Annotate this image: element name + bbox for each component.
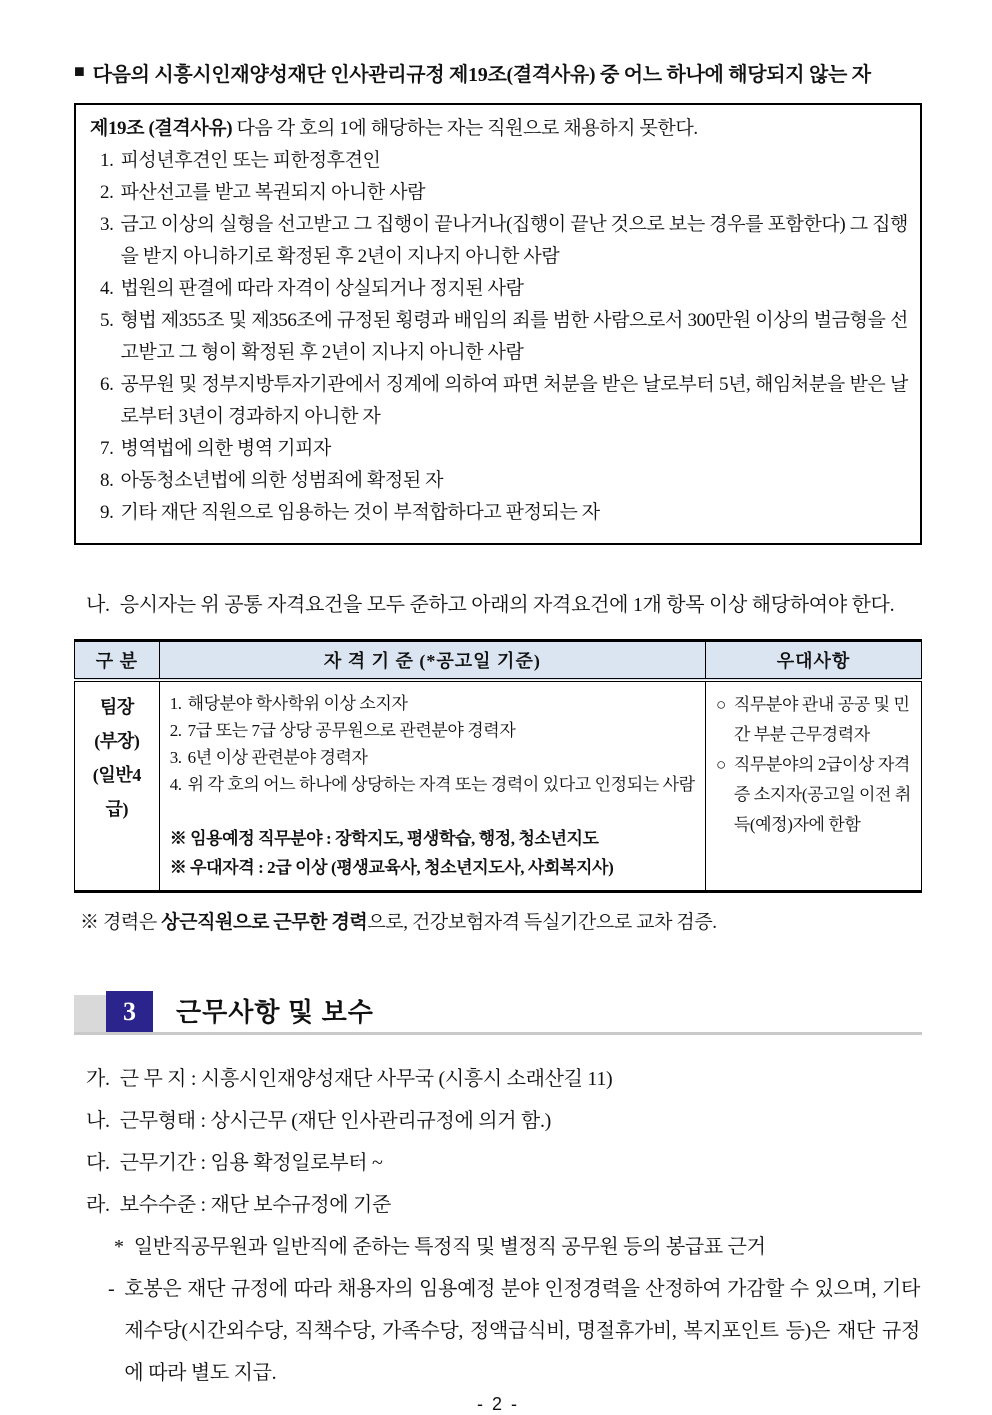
preference-item: ○ 직무분야 관내 공공 및 민간 부분 근무경력자 [716, 690, 911, 750]
header-underline [74, 1032, 922, 1035]
article-item: 1. 피성년후견인 또는 피한정후견인 [100, 150, 381, 171]
article-item: 6. 공무원 및 정부지방투자기관에서 징계에 의하여 파면 처분을 받은 날로부터 5년, 해임처분을 받은 날로부터 3년이 경과하지 아니한 자 [100, 374, 908, 427]
page-number: - 2 - [476, 1394, 519, 1414]
article-item: 4. 법원의 판결에 따라 자격이 상실되거나 정지된 사람 [100, 278, 524, 299]
article-item: 8. 아동청소년법에 의한 성범죄에 확정된 자 [100, 470, 444, 491]
headline-text: 다음의 시흥시인재양성재단 인사관리규정 제19조(결격사유) 중 어느 하나에 해당되지 않는 자 [92, 64, 871, 86]
work-item: 나. 근무형태 : 상시근무 (재단 인사관리규정에 의거 함.) [86, 1110, 552, 1132]
square-bullet-icon: ■ [74, 61, 85, 81]
gray-band [74, 995, 106, 1032]
section-3-header [74, 986, 922, 1036]
common-requirement-headline [74, 58, 922, 87]
work-conditions-list [74, 1058, 922, 1394]
section-title: 근무사항 및 보수 [176, 998, 374, 1027]
spacer [170, 798, 695, 824]
clause-label: 나. [86, 594, 110, 616]
clause-na [74, 583, 922, 627]
section-number-badge: 3 [106, 991, 153, 1032]
work-item: 가. 근 무 지 : 시흥시인재양성재단 사무국 (시흥시 소래산길 11) [86, 1068, 613, 1090]
work-item: 라. 보수수준 : 재단 보수규정에 기준 [86, 1194, 392, 1216]
table-row [75, 680, 922, 892]
clause-text: 응시자는 위 공통 자격요건을 모두 준하고 아래의 자격요건에 1개 항목 이상 해당하여야 한다. [119, 594, 895, 616]
preference-item: ○ 직무분야의 2급이상 자격증 소지자(공고일 이전 취득(예정)자에 한함 [716, 750, 911, 840]
qualification-table [74, 639, 922, 893]
article-title-rest: 다음 각 호의 1에 해당하는 자는 직원으로 채용하지 못한다. [236, 118, 698, 139]
header-criteria: 자 격 기 준 (*공고일 기준) [159, 641, 705, 681]
article-title [86, 113, 908, 145]
work-item: 다. 근무기간 : 임용 확정일로부터 ~ [86, 1152, 383, 1174]
article-item: 9. 기타 재단 직원으로 임용하는 것이 부적합하다고 판정되는 자 [100, 502, 600, 523]
preferred-license-note: ※ 우대자격 : 2급 이상 (평생교육사, 청소년지도사, 사회복지사) [169, 858, 614, 877]
salary-table-note: * 일반직공무원과 일반직에 준하는 특정직 및 별정직 공무원 등의 봉급표 근거 [114, 1236, 766, 1258]
header-category: 구 분 [75, 641, 160, 681]
salary-step-note: - 호봉은 재단 규정에 따라 채용자의 임용예정 분야 인정경력을 산정하여 가감할 수 있으며, 기타 제수당(시간외수당, 직책수당, 가족수당, 정액급식비, 명절휴가비, 복지포인트 등)은 재단 규정에 따라 별도 지급. [108, 1278, 920, 1384]
career-verification-note: ※ 경력은 상근직원으로 근무한 경력으로, 건강보험자격 득실기간으로 교차 검증. [80, 912, 717, 933]
criteria-cell: 1. 해당분야 학사학위 이상 소지자 2. 7급 또는 7급 상당 공무원으로 관련분야 경력자 3. 6년 이상 관련분야 경력자 4. 위 각 호의 어느 하나에 상당하는 자격 또는 경력이 있다고 인정되는 사람 ※ 임용예정 직무분야 : 장학지도, 평생학습, 행정, 청소년지도 ※ 우대자격 : 2급 이상 (평생교육사, 청소년지도사, 사회복지사) [159, 680, 705, 892]
article-item: 2. 파산선고를 받고 복권되지 아니한 사람 [100, 182, 426, 203]
position-cell: 팀장 (부장) (일반4급) [75, 680, 160, 892]
article-item: 3. 금고 이상의 실형을 선고받고 그 집행이 끝나거나(집행이 끝난 것으로 보는 경우를 포함한다) 그 집행을 받지 아니하기로 확정된 후 2년이 지나지 아니한 사람 [100, 214, 908, 267]
article-title-bold: 제19조 (결격사유) [90, 118, 233, 139]
article-item: 7. 병역법에 의한 병역 기피자 [100, 438, 331, 459]
article-19-disqualification-box [74, 103, 922, 545]
circle-bullet-icon: ○ [716, 755, 726, 774]
header-preference: 우대사항 [706, 641, 922, 681]
planned-duty-note: ※ 임용예정 직무분야 : 장학지도, 평생학습, 행정, 청소년지도 [169, 829, 599, 848]
table-header-row [75, 641, 922, 681]
article-item: 5. 형법 제355조 및 제356조에 규정된 횡령과 배임의 죄를 범한 사람으로서 300만원 이상의 벌금형을 선고받고 그 형이 확정된 후 2년이 지나지 아니한 사람 [100, 310, 908, 363]
preference-cell [706, 680, 922, 892]
circle-bullet-icon: ○ [716, 695, 726, 714]
